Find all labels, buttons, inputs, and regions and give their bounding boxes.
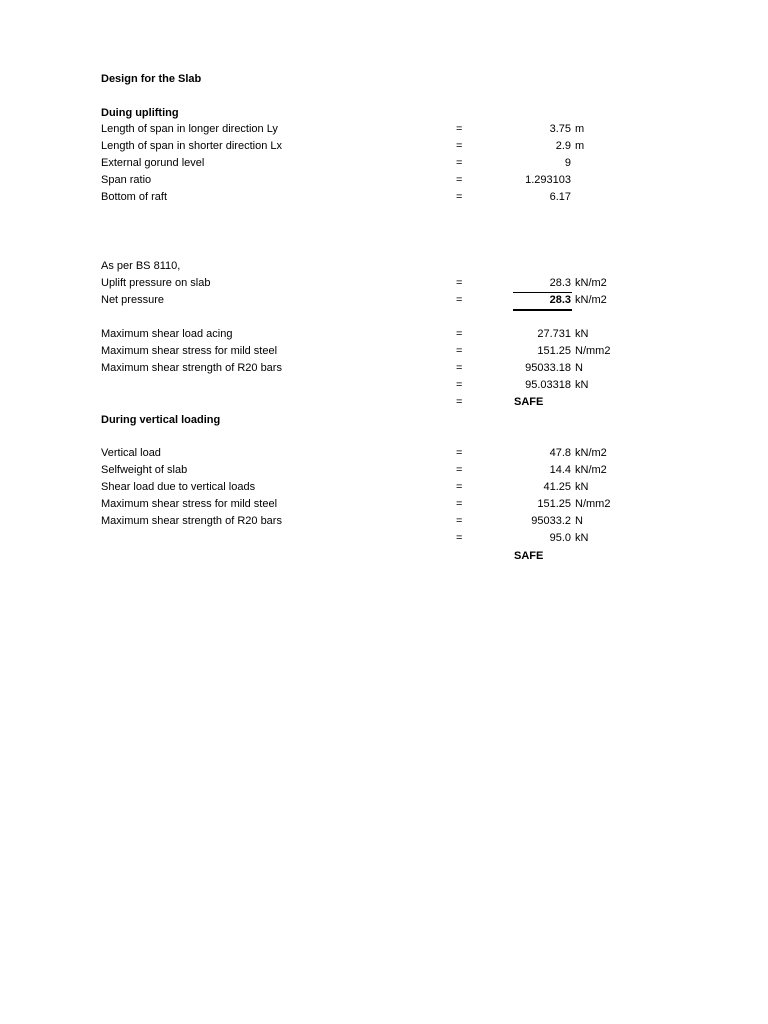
row-label: Length of span in longer direction Ly (101, 123, 278, 135)
row-unit: kN (575, 379, 589, 391)
row-max-shear-strength-kn (0, 377, 768, 394)
row-value: 9 (564, 157, 571, 169)
row-unit: kN/m2 (575, 294, 607, 306)
row-label: External gorund level (101, 157, 205, 169)
row-unit: kN (575, 532, 589, 544)
row-label: Maximum shear stress for mild steel (101, 498, 278, 510)
row-label: Bottom of raft (101, 191, 168, 203)
equals-sign: = (456, 481, 463, 493)
row-value: 14.4 (549, 464, 571, 476)
row-unit: kN (575, 328, 589, 340)
row-value: 27.731 (537, 328, 571, 340)
row-label: Length of span in shorter direction Lx (101, 140, 283, 152)
equals-sign: = (456, 379, 463, 391)
row-value: 28.3 (549, 294, 571, 306)
row-label: Selfweight of slab (101, 464, 188, 476)
equals-sign: = (456, 123, 463, 135)
section-heading-vertical: During vertical loading (101, 414, 221, 426)
row-label: Span ratio (101, 174, 152, 186)
row-selfweight (0, 462, 768, 479)
row-external-ground-level (0, 155, 768, 172)
row-span-ly (0, 121, 768, 138)
equals-sign: = (456, 447, 463, 459)
equals-sign: = (456, 277, 463, 289)
row-unit: N/mm2 (575, 498, 611, 510)
row-label: Uplift pressure on slab (101, 277, 211, 289)
row-label: Shear load due to vertical loads (101, 481, 256, 493)
equals-sign: = (456, 532, 463, 544)
row-value: 41.25 (543, 481, 571, 493)
row-unit: N (575, 362, 583, 374)
row-max-shear-strength-vertical (0, 513, 768, 530)
equals-sign: = (456, 362, 463, 374)
row-value: 151.25 (537, 498, 571, 510)
equals-sign: = (456, 396, 463, 408)
row-vertical-load (0, 445, 768, 462)
result-safe: SAFE (514, 396, 544, 408)
equals-sign: = (456, 345, 463, 357)
row-label: Net pressure (101, 294, 164, 306)
row-value: 3.75 (549, 123, 571, 135)
row-label: Maximum shear load acing (101, 328, 233, 340)
row-value: 1.293103 (525, 174, 571, 186)
row-span-lx (0, 138, 768, 155)
equals-sign: = (456, 498, 463, 510)
row-unit: N (575, 515, 583, 527)
row-value: 28.3 (549, 277, 571, 289)
result-safe: SAFE (514, 550, 544, 562)
equals-sign: = (456, 464, 463, 476)
row-net-pressure (0, 292, 768, 309)
row-shear-vertical (0, 479, 768, 496)
row-label: Maximum shear strength of R20 bars (101, 515, 282, 527)
row-label: Vertical load (101, 447, 161, 459)
row-value: 95033.2 (531, 515, 571, 527)
row-code-reference (0, 258, 768, 275)
row-value: 95.0 (549, 532, 571, 544)
total-rule-bottom (513, 309, 572, 311)
row-value: 95033.18 (525, 362, 571, 374)
equals-sign: = (456, 191, 463, 203)
row-result-uplifting (0, 394, 768, 411)
row-value: 151.25 (537, 345, 571, 357)
row-result-vertical (0, 548, 768, 565)
equals-sign: = (456, 140, 463, 152)
equals-sign: = (456, 157, 463, 169)
equals-sign: = (456, 294, 463, 306)
row-max-shear-strength (0, 360, 768, 377)
row-unit: m (575, 123, 585, 135)
row-max-shear-strength-vertical-kn (0, 530, 768, 547)
document-title: Design for the Slab (101, 73, 202, 85)
row-unit: kN/m2 (575, 277, 607, 289)
row-bottom-of-raft (0, 189, 768, 206)
row-max-shear-stress (0, 343, 768, 360)
equals-sign: = (456, 328, 463, 340)
code-reference-text: As per BS 8110, (101, 260, 181, 272)
row-unit: N/mm2 (575, 345, 611, 357)
row-unit: kN/m2 (575, 464, 607, 476)
row-max-shear-stress-vertical (0, 496, 768, 513)
section-heading-uplifting: Duing uplifting (101, 107, 179, 119)
row-label: Maximum shear stress for mild steel (101, 345, 278, 357)
row-max-shear-load (0, 326, 768, 343)
equals-sign: = (456, 174, 463, 186)
row-value: 6.17 (549, 191, 571, 203)
row-value: 2.9 (555, 140, 571, 152)
row-unit: kN (575, 481, 589, 493)
row-span-ratio (0, 172, 768, 189)
row-label: Maximum shear strength of R20 bars (101, 362, 282, 374)
row-value: 47.8 (549, 447, 571, 459)
row-unit: kN/m2 (575, 447, 607, 459)
row-uplift-pressure (0, 275, 768, 292)
row-value: 95.03318 (525, 379, 571, 391)
row-unit: m (575, 140, 585, 152)
equals-sign: = (456, 515, 463, 527)
